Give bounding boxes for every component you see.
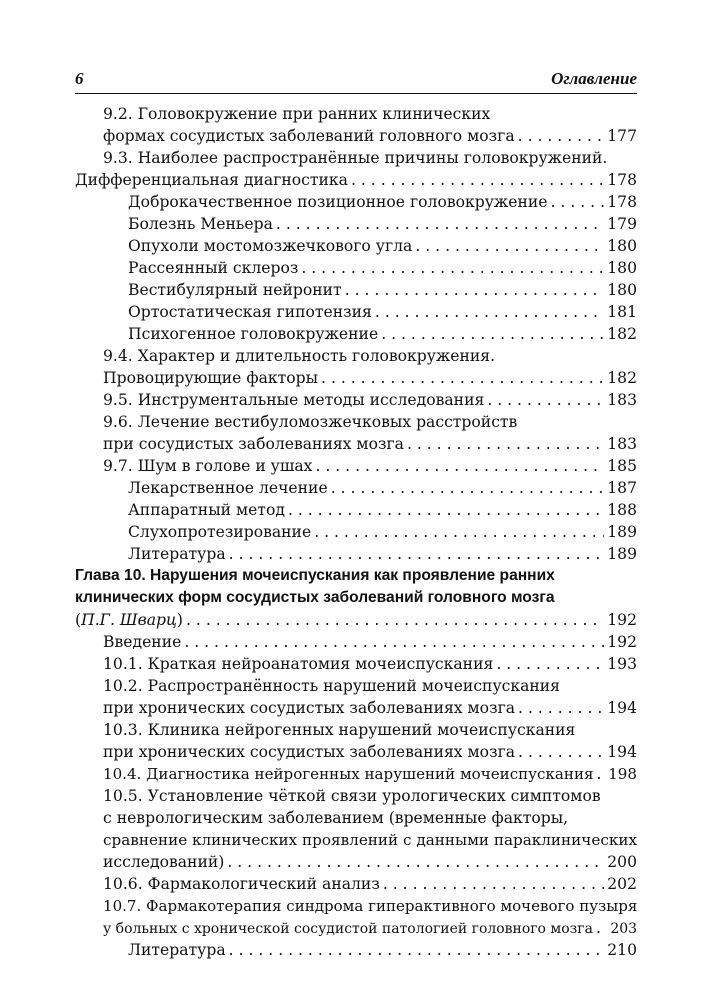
dot-leader xyxy=(597,764,606,784)
toc-line: с неврологическим заболеванием (временные факторы, xyxy=(103,809,569,827)
page-ref: 182 xyxy=(607,325,637,343)
toc-entry[interactable]: 10.4. Диагностика нейрогенных нарушений мочеиспускания . . . 198 xyxy=(103,764,637,784)
page-ref: 210 xyxy=(607,941,637,959)
dot-leader xyxy=(596,918,607,938)
dot-leader xyxy=(229,940,605,960)
dot-leader xyxy=(315,456,604,476)
dot-leader xyxy=(186,610,604,630)
page-ref: 179 xyxy=(607,215,637,233)
chapter-title: Глава 10. Нарушения мочеиспускания как проявление ранних xyxy=(75,567,555,584)
toc-entry[interactable]: Опухоли мостомозжечкового угла . . . 180 xyxy=(128,236,637,256)
toc-entry[interactable]: Ортостатическая гипотензия . . . 181 xyxy=(128,302,637,322)
page-ref: 198 xyxy=(608,765,637,783)
page-ref: 193 xyxy=(607,655,637,673)
dot-leader xyxy=(375,302,604,322)
toc-entry[interactable]: Психогенное головокружение . . . 182 xyxy=(128,324,637,344)
page-ref: 180 xyxy=(607,237,637,255)
toc-entry[interactable]: Введение . . . 192 xyxy=(103,632,637,652)
toc-entry[interactable]: 9.7. Шум в голове и ушах . . . 185 xyxy=(103,456,637,476)
page-ref: 194 xyxy=(607,699,637,717)
dot-leader xyxy=(487,390,604,410)
toc-line: 10.5. Установление чёткой связи урологических симптомов xyxy=(103,787,601,805)
toc-line: 9.2. Головокружение при ранних клинических xyxy=(103,105,491,123)
page-ref: 203 xyxy=(610,921,637,937)
toc-entry[interactable]: Рассеянный склероз . . . 180 xyxy=(128,258,637,278)
dot-leader xyxy=(383,874,604,894)
page-ref: 178 xyxy=(607,193,637,211)
dot-leader xyxy=(351,170,604,190)
dot-leader xyxy=(276,214,604,234)
toc-entry[interactable]: Доброкачественное позиционное головокружение . . . 178 xyxy=(128,192,637,212)
toc-entry[interactable]: 10.1. Краткая нейроанатомия мочеиспускания . . . 193 xyxy=(103,654,637,674)
dot-leader xyxy=(301,258,604,278)
chapter-author: П.Г. Шварц xyxy=(81,611,177,629)
page-ref: 200 xyxy=(607,853,637,871)
page-ref: 192 xyxy=(607,611,637,629)
toc-line: сравнение клинических проявлений с данными параклинических xyxy=(103,831,638,849)
toc-entry[interactable]: Провоцирующие факторы . . . 182 xyxy=(103,368,637,388)
dot-leader xyxy=(314,522,604,542)
dot-leader xyxy=(331,478,605,498)
toc-entry[interactable]: при сосудистых заболеваниях мозга . . . 183 xyxy=(103,434,637,454)
section-title: Оглавление xyxy=(551,69,637,88)
dot-leader xyxy=(321,368,604,388)
dot-leader xyxy=(227,852,604,872)
toc-entry[interactable]: Болезнь Меньера . . . 179 xyxy=(128,214,637,234)
toc-entry[interactable]: при хронических сосудистых заболеваниях мозга . . . 194 xyxy=(103,742,637,762)
dot-leader xyxy=(184,632,604,652)
page-ref: 180 xyxy=(607,259,637,277)
toc-entry[interactable]: Дифференциальная диагностика . . . 178 xyxy=(75,170,637,190)
dot-leader xyxy=(288,500,604,520)
page-ref: 183 xyxy=(607,435,637,453)
page-ref: 188 xyxy=(607,501,637,519)
page-ref: 183 xyxy=(607,391,637,409)
toc-entry[interactable]: Вестибулярный нейронит . . . 180 xyxy=(128,280,637,300)
page-ref: 202 xyxy=(607,875,637,893)
toc-entry[interactable]: 10.6. Фармакологический анализ . . . 202 xyxy=(103,874,637,894)
dot-leader xyxy=(345,280,605,300)
toc-entry[interactable]: Слухопротезирование . . . 189 xyxy=(128,522,637,542)
toc-entry[interactable]: при хронических сосудистых заболеваниях мозга . . . 194 xyxy=(103,698,637,718)
chapter-title: клинических форм сосудистых заболеваний головного мозга xyxy=(75,589,555,606)
toc-line: 10.3. Клиника нейрогенных нарушений мочеиспускания xyxy=(103,721,576,739)
dot-leader xyxy=(407,434,604,454)
page-number: 6 xyxy=(75,69,84,88)
page-ref: 180 xyxy=(607,281,637,299)
page-ref: 177 xyxy=(607,127,637,145)
toc-entry[interactable]: формах сосудистых заболеваний головного мозга . . . 177 xyxy=(103,126,637,146)
page-ref: 194 xyxy=(607,743,637,761)
page-ref: 187 xyxy=(607,479,637,497)
dot-leader xyxy=(518,126,605,146)
running-header xyxy=(75,63,637,94)
toc-entry[interactable]: Аппаратный метод . . . 188 xyxy=(128,500,637,520)
toc-entry[interactable]: Литература . . . 210 xyxy=(128,940,637,960)
page-ref: 182 xyxy=(607,369,637,387)
page-ref: 189 xyxy=(607,523,637,541)
toc-entry[interactable]: Лекарственное лечение . . . 187 xyxy=(128,478,637,498)
page-ref: 189 xyxy=(607,545,637,563)
toc-entry[interactable]: исследований) . . . 200 xyxy=(103,852,637,872)
page-ref: 192 xyxy=(607,633,637,651)
toc-line: 10.7. Фармакотерапия синдрома гиперактивного мочевого пузыря xyxy=(103,897,638,915)
dot-leader xyxy=(381,324,604,344)
toc-line: 9.4. Характер и длительность головокружения. xyxy=(103,347,496,365)
dot-leader xyxy=(518,742,604,762)
toc-entry[interactable]: у больных с хронической сосудистой патологией головного мозга . . . 203 xyxy=(103,918,637,938)
dot-leader xyxy=(496,654,604,674)
page-ref: 178 xyxy=(607,171,637,189)
dot-leader xyxy=(518,698,604,718)
page-ref: 181 xyxy=(607,303,637,321)
toc-entry[interactable]: (П.Г. Шварц) . . . 192 xyxy=(75,610,637,630)
dot-leader xyxy=(551,192,605,212)
toc-entry[interactable]: Литература . . . 189 xyxy=(128,544,637,564)
toc-line: 9.6. Лечение вестибуломозжечковых расстройств xyxy=(103,413,518,431)
toc-line: 10.2. Распространённость нарушений мочеиспускания xyxy=(103,677,561,695)
dot-leader xyxy=(415,236,604,256)
toc-line: 9.3. Наиболее распространённые причины головокружений. xyxy=(103,149,608,167)
dot-leader xyxy=(229,544,605,564)
toc-entry[interactable]: 9.5. Инструментальные методы исследования . . . 183 xyxy=(103,390,637,410)
page-ref: 185 xyxy=(607,457,637,475)
